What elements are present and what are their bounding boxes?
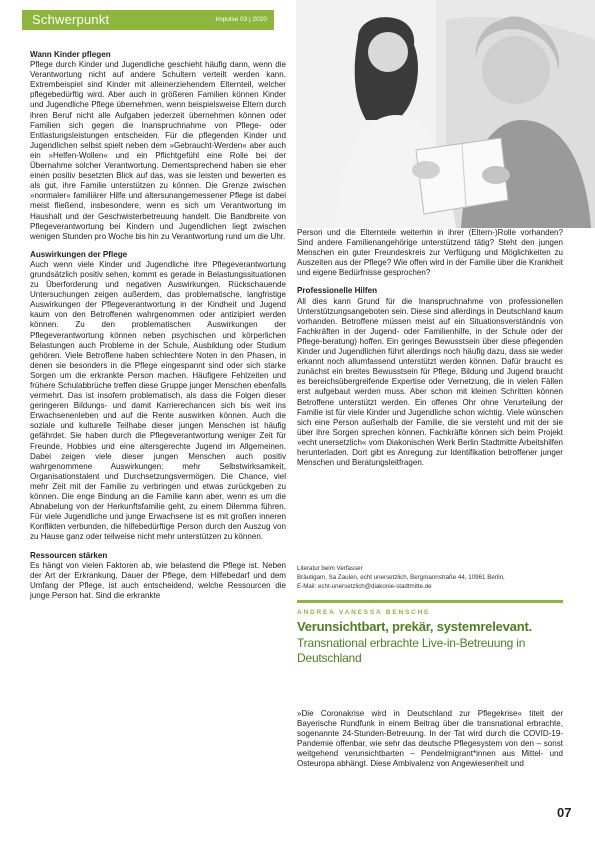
right-column [297,228,563,468]
heading-wann-kinder-pflegen: Wann Kinder pflegen [30,50,111,59]
section-label: Schwerpunkt [32,12,110,27]
references-title: Literatur beim Verfasser [297,565,363,572]
article-title: Verunsichtbart, prekär, systemrelevant. [297,619,532,634]
article-divider [297,600,563,603]
heading-auswirkungen: Auswirkungen der Pflege [30,249,128,259]
references-email: E-Mail: echt-unersetzlich@diakonie-stadtmitte.de [297,583,432,590]
heading-ressourcen: Ressourcen stärken [30,550,108,560]
paragraph-wann-kinder-pflegen: Pflege durch Kinder und Jugendliche geschieht häufig dann, wenn die Verantwortung nicht auf andere Schultern verteilt werden kann. Extrembeispiel sind Kinder mit alleinerziehendem Elternteil, welcher pflegebedürftig wird. Aber auch in größeren Familien können Kinder und Jugendliche Pflege übernehmen, wenn beispielsweise Eltern durch ihren Beruf nicht alle Aufgaben jederzeit übernehmen können oder Familien sich gegen die Inanspruchnahme von Pflege- oder Entlastungsleistungen entscheiden. Für die pflegenden Kinder und Jugendlichen selbst spielt neben dem »Gebraucht-Werden« aber auch ein »Helfen-Wollen« und ein Pflichtgefühl eine Rolle bei der Übernahme solcher Verantwortung. Dementsprechend haben sie eher einen positiv besetzten Blick auf das, was sie leisten und bewerten es als gut, ihre Familie unterstützen zu können. Die Grenze zwischen »normaler« familiärer Hilfe und altersunangemessener Pflege ist dabei meist fließend, insbesondere, wenn es sich um Verantwortung im Haushalt und der Geschwisterbetreuung handelt. Die Bandbreite von Pflegeverantwortung bei Kindern und Jugendlichen liegt zwischen wenigen Stunden pro Woche bis hin zu Verantwortung rund um die Uhr. [30,60,286,241]
left-column [30,50,286,601]
caregiver-photo [296,0,595,228]
paragraph-auswirkungen: Auch wenn viele Kinder und Jugendliche ihre Pflegeverantwortung grundsätzlich positiv sehen, kommt es gerade in Belastungssituationen zu Überforderung und negativen Auswirkungen. Rückschauende Untersuchungen zeigen außerdem, das problematische, langfristige Auswirkungen der Pflegeverantwortung in der Kindheit und Jugend kaum von den Betroffenen wahrgenommen oder antizipiert werden können. Zu den problematischen Auswirkungen der Pflegeverantwortung können neben psychischen und körperlichen Belastungen auch Probleme in der Schule, Ausbildung oder Studium gehören. Viele Betroffene haben schlechtere Noten in den Phasen, in denen sie besonders in die Pflege eingespannt sind oder sich starke Sorgen um die erkrankte Person machen. Häufigere Fehlzeiten und frühere Schulabbrüche treffen diese Gruppe junger Menschen ebenfalls vermehrt. Das ist insofern problematisch, als dass die Folgen dieser geringeren Bildungs- und damit Karrierechancen sich bis weit ins Erwachsenenleben und auf die Rente auswirken können. Auch die soziale und kulturelle Teilhabe dieser jungen Menschen ist häufig gefährdet. Sie haben durch die Pflegeverantwortung weniger Zeit für Freunde, Hobbies und eine altersgerechte Jugend im Allgemeinen. Dabei zeigen viele dieser jungen Menschen auch positiv wahrgenommene Auswirkungen: mehr Selbstwirksamkeit, Organisationstalent und Durchsetzungsvermögen. Die Chance, viel mehr Zeit mit der Familie zu verbringen und etwas zurückgeben zu können. Die enge Bindung an die Familie kann aber, wenn es um die Abnabelung von der Herkunftsfamilie geht, zu einem Dilemma führen. Für viele Jugendliche und junge Erwachsene ist es mit großen inneren Konflikten verbunden, die hilfebedürftige Person durch den Auszug von zu Hause ganz oder teilweise nicht mehr unterstützen zu können. [30,259,286,542]
references [297,564,563,591]
paragraph-professionelle-hilfen: All dies kann Grund für die Inanspruchnahme von professionellen Unterstützungsangeboten sein. Diese sind allerdings in Deutschland kaum vorhanden. Betroffene müssen meist auf ein Situationsverständnis von Fachkräften in der Jugend- oder Familienhilfe, in der Schule oder der Pflege-beratung) hoffen. Ein geringes Bewusstsein über diese pflegenden Kinder und Jugendlichen führt allerdings noch häufig dazu, dass sie weder erkannt noch allumfassend unterstützt werden können. Dafür braucht es zunächst ein breites Bewusstsein für Pflege, Bildung und Jugend braucht es bereichsübergreifende Expertise oder Vernetzung, die in vielen Fällen erst aufgebaut werden muss. Aber schon mit kleinen Schritten können Betroffene unterstützt werden. Ein offenes Ohr ohne Verurteilung der Familie ist für viele Kinder und Jugendliche schon wichtig. Viele wünschen sich eine Person außerhalb der Familie, die sie versteht und mit der sie über ihre Sorgen sprechen können. Fachkräfte können sich beim Projekt »echt unersetzlich« vom Diakonischen Werk Berlin Stadtmitte Arbeitshilfen herunterladen. Dort gibt es Anregung zur Identifikation betroffener junger Menschen und Beratungsleitfragen. [297,296,563,468]
references-address: Bräutigam, Sa Zaulen, echt unersetzlich, Bergmannstraße 44, 10961 Berlin, [297,574,505,581]
article-body: »Die Coronakrise wird in Deutschland zur Pflegekrise« titelt der Bayerische Rundfunk in einem Beitrag über die transnational erbrachte, sogenannte 24-Stunden-Betreuung. In der Tat wird durch die COVID-19-Pandemie offenbar, wie sehr das deutsche Pflegesystem von den – sonst weitgehend verunsichtbarten – Pendelmigrant*innen aus Mittel- und Osteuropa abhängt. Diese Ambivalenz von Angewiesenheit und [297,709,563,769]
photo-illustration [296,0,595,228]
heading-professionelle-hilfen: Professionelle Hilfen [297,286,378,296]
paragraph-ressourcen: Es hängt von vielen Faktoren ab, wie belastend die Pflege ist. Neben der Art der Erkrankung, Dauer der Pflege, dem Hilfebedarf und dem Umfang der Pflege, ist auch entscheidend, welche Ressourcen die junge Person hat. Sind die erkrankte [30,560,286,600]
article-author: ANDREA VANESSA BENSCHE [297,609,431,616]
paragraph-continued: Person und die Elternteile weiterhin in ihrer (Eltern-)Rolle vorhanden? Sind andere Familienangehörige unterstützend tätig? Steht den jungen Menschen ein guter Freundeskreis zur Verfügung und Möglichkeiten zu Auszeiten aus der Pflege? Wie offen wird in der Familie über die Krankheit und eigene Bedürfnisse gesprochen? [297,228,563,278]
issue-label: impulse 03 | 2020 [215,16,267,23]
page-number: 07 [557,805,572,820]
article-subtitle: Transnational erbrachte Live-in-Betreuung in Deutschland [297,636,526,665]
